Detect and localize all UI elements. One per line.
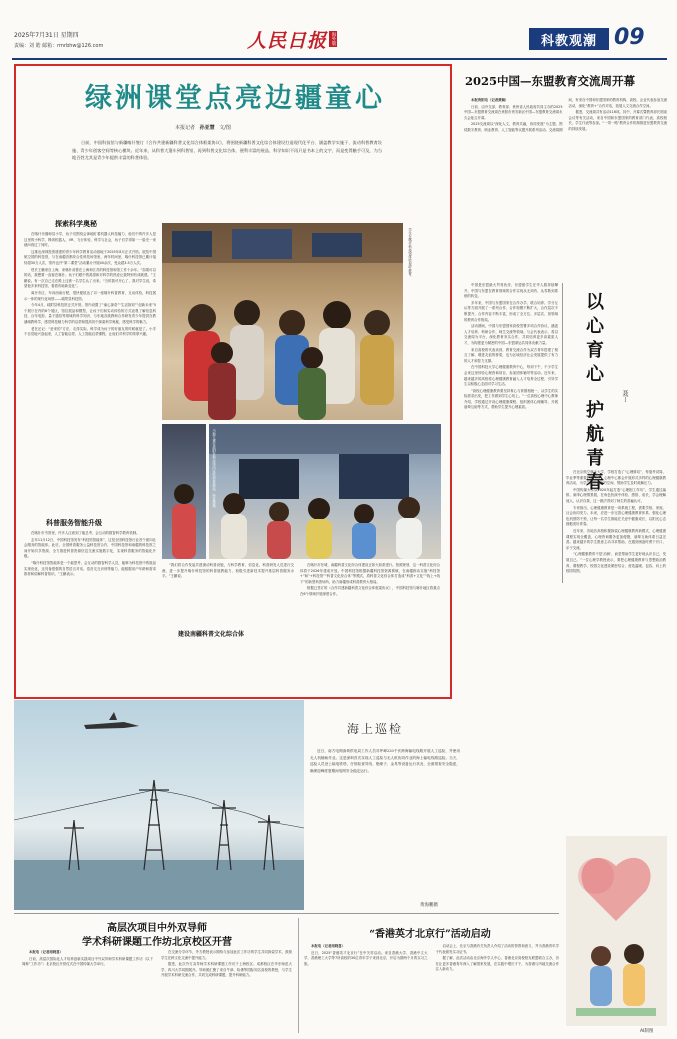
- paragraph: “我们将合作发起共建流动科普设施，与科学教育、信息化、科普研发人员进行交流，进一步提升喀什科技馆的科普展教能力，积极引进新技术提升基层科普服务水平。”王鹏说。: [162, 563, 294, 579]
- header-rule: [12, 58, 667, 60]
- commentary-rule: [562, 283, 563, 583]
- section-name: 科教观潮: [540, 33, 597, 49]
- paragraph: 在喀什市伽师县小学，孩子们围绕会神地盯着机器人科技幅力，他们中的许多人是这里的小科学，释到机器人、VR、飞行体验、科学与社会，孩子们学得如一一脸充一来就问再过了何时。: [24, 232, 156, 248]
- asean-continued: [464, 283, 558, 693]
- header-editors: 责编：刘 皓 邮箱：rmrbhw@126.com: [14, 43, 104, 49]
- bottom-left-byline-text: 本报电（记者周晓喜）: [29, 950, 63, 954]
- paragraph: 在喀什市书馆里，许多人注意到了能总考，会互动的数智科学教育机制。: [31, 531, 140, 535]
- section-3-heading: 建设南疆科普文化综合体: [178, 631, 245, 638]
- bottom-right-byline: [304, 944, 428, 950]
- paragraph: “喀什科技馆智能体是一个能思考、会互动的数智科学人员，能够为科技馆中的展品实现优化，还具备很强的自然语言对话、语音交互识别等能力，能根据用户年龄和需求推荐和讲解科普知识。”王鹏表示。: [24, 560, 156, 577]
- paragraph: 这推出深圳投资援建的青少年科学教育活动基地于2025年8月正式开馆。展览中国航空国的科技馆，与在南疆首都综合性科技场馆里，两年时间里，喀什科技馆已累计接待超30万人次，馆内也开“第二课堂”活动累计开展40余次，受众超3.5万人次。: [24, 249, 156, 265]
- page-number: 09: [614, 25, 645, 50]
- photo-1-scene: [162, 223, 403, 420]
- photo-3-scene: [162, 424, 206, 559]
- paragraph: 在交流分享环节，外方教授表示期待与参加此次工作坊的学生共同探索学术，鼓励学生在跨文化交流中提升能力。: [161, 950, 292, 960]
- paragraph: 活动期间，中国与东盟国家高校签署多项合作协议，涵盖人才培养、科研合作、师生交流等领域。与会代表表示，将以交流周为平台，深化教育务实合作，共同培养更多高素质人才，为构建更为紧密的中国—东盟命运共同体贡献力量。: [464, 324, 558, 345]
- paragraph: 日前，高层次国际化人才培养创新实践项目中外双导师学术科研课题工作坊（以下简称“工作坊”）北京校区开营仪式在中国传媒大学举行。: [22, 956, 153, 967]
- paragraph: 老在还记：“爱来的”方法，走得实际，科学成为孩子的好朋友的时候就是了。小手不自觉地兴奋起来，人工智能启蒙、人工智能启蒙课程，让他们对科学的浓厚兴趣。: [24, 326, 156, 337]
- paragraph: 在喀什市东城，南疆科普文化综合体建设正如火如荼进行。按照规划，这一科普文化综合体将于2026年建成开放。中国科技馆根据新疆科技馆资源禀赋，在南疆推动实施“科技馆+”和“+科技馆”“科普文化综合体”等模式，将科普文化综合体打造成“科普+文化”“线上+线下”的新型科普场所，助力南疆形成科普教育大格局。: [300, 563, 440, 584]
- commentary-author: 聂丁: [621, 390, 628, 402]
- paragraph: 今年4月，疏附县科技馆正式开馆。馆内设置了“童心探奇”“生活探知”“创新未来”5个展厅在内的6个展区，馆拉展品和模型，让孩子们和实动体验的方式直观了解信息科技、百年电影、量子通信等领域的科学知识，与东地各族教师合作研发青少年提供在教涵城教科学，感觉科技魅力科学的启蒙和提高初中探索科学奥秘，感受科学的魅力。: [24, 303, 156, 324]
- paragraph: 2025交流周以“深化人文、教育共融，协同发展”为主题，围绕数字教育、职业教育、人工智能等议题开展系列活动。交流周期间，有来自中国和东盟国家的教育机构、高校、企业代表参加交流活动，深化“教育+”合作对话，拓展人文交流合作空间。: [464, 98, 667, 132]
- commentary-title: 以心育心 护航青春: [583, 292, 604, 497]
- poem-body: 近日，南方电网深圳供电局工作人员对坪岬220千伏跨海输电线路开展人工巡检，并使用无人机辅助作业。这是深圳首次实现人工巡检与无人机协同作业的海上输电线路巡检。当天，巡检人员登上输电铁塔，仔细检查导线、绝缘子、金具等设备运行状况，全面排查安全隐患，确保迎峰度夏期间电网安全稳定运行。: [310, 749, 460, 773]
- photo-children-exhibit: [209, 424, 441, 559]
- illustration-credit: AI制图: [640, 1029, 654, 1034]
- asean-byline-text: 本报贵阳电（记者黄娴）: [471, 98, 509, 102]
- paragraph: 据悉，交流周共有活动116项。其中，开幕式暨教育部长圆桌会议等有关活动，来自中国和东盟国家的教育部门代表、高校校长、学生代表等参加。“一带一路”教育合作机制推进东盟教育交流的持续发展。: [568, 110, 667, 131]
- section-2-continued: [162, 563, 294, 693]
- paragraph: 来自高校的代表谈到，教育交流合作为双方青年搭建了相互了解、增进友谊的桥梁，也为区域经济社会发展提供了有力的人才和智力支撑。: [464, 347, 558, 363]
- photo-side-exhibit: [162, 424, 206, 559]
- asean-title: 2025中国—东盟教育交流周开幕: [465, 74, 636, 88]
- byline-name: 孙亚慧: [199, 125, 215, 131]
- photo-students-museum: [162, 223, 403, 420]
- photo-1-caption: 学生在喀什科技馆体验视听教育。: [407, 228, 412, 279]
- paragraph: “心理健康教育不是‘治病’，而是帮助学生更好地认识自己、发展自己。”一位心理学教授表示，要把心理健康教育与思想政治教育、课程教学、校园文化建设紧密结合，营造温暖、包容、向上的校园氛围。: [566, 552, 666, 574]
- paragraph: “高校心理健康教育要坚持育心与育德相统一，从学生的实际需求出发，把工作做到学生心坎上。”一位高校心理中心教师介绍，学校通过开设心理健康课程、组织团体心理辅导、开展朋辈互助等方式，帮助学生提升心理素质。: [464, 388, 558, 410]
- photo-2-caption: 当地儿童在疏附县科技馆内体验科普展品。孙亚慧摄: [211, 429, 216, 508]
- paragraph: 多年来，中国与东盟国家在合作办学、联合培养、学分互认等方面开展了一系列合作，合作规模不断扩大，合作层次不断提升，合作内容不断丰富，形成了全方位、多层次、宽领域的教育合作格局。: [464, 300, 558, 322]
- paragraph: 离开市区，车向西南行驶，很快便抵达了另一座喀什科普教育，互动体验，科技展示一体的现代化场馆——疏附县科技馆。: [24, 290, 156, 301]
- photo-power-tower-sea: [14, 700, 304, 910]
- asean-body: [464, 98, 667, 278]
- paragraph: 近日，2025“香港英才北京行”在中关村启动。来自香港大学、香港中文大学、香港理工大学等7所高校的30位青年学子来到北京，开启为期两个月的实习之旅。: [304, 950, 428, 966]
- section-1-body: [24, 232, 156, 517]
- paragraph: 据了解，此次活动由北京海外学人中心、香港北京高校校友联盟联合主办，旨在让更多香港青年深入了解国家发展，在实践中增长才干，为香港与内地交流合作注入新动力。: [435, 956, 559, 972]
- asean-byline: [464, 98, 563, 104]
- illustration-ai: [566, 836, 667, 1026]
- section-1-heading: 探索科学奥秘: [55, 220, 97, 228]
- masthead-subtitle: 海外版: [331, 32, 337, 46]
- main-story-byline: [175, 124, 231, 131]
- page-header: [0, 0, 677, 60]
- section-3-body: [300, 563, 440, 693]
- bottom-left-title-1: 高层次项目中外双导师: [107, 923, 207, 934]
- paragraph: 去年11月12日，中国科技馆发布“科技馆智能体”，这是全国科技馆行业首个面向社会服务的智能体。此后，全国科普服务公益科技馆合作，中国科技馆和南疆的科技馆之间开始共享资源，全力推进科普资源信息交流实施数字化，实现科普服务的智能化升级。: [24, 537, 156, 559]
- bottom-left-title-2: 学术科研课题工作坊北京校区开营: [82, 937, 232, 948]
- bottom-left-body: [22, 950, 292, 1034]
- poem-credit: 黄海鹏摄: [420, 903, 438, 908]
- paragraph: 据悉，此次外方双导师学术科研课题工作坊于上海校区、成都校区在华东师范大学、四川大学同期展开。导师团汇聚了来自牛津、哈佛等国际知名高校的教授，与学生开展学术科研交流合作，共同完成科研课题，提升科研能力。: [161, 962, 292, 978]
- byline-prefix: 本报记者: [175, 125, 196, 131]
- poem-title: 海上巡检: [347, 722, 404, 736]
- photo-4-scene: [14, 700, 304, 910]
- masthead-logo: [247, 27, 337, 51]
- paragraph: 日前，由外交部、教育部、贵州省人民政府共同主办的2025中国—东盟教育交流周在贵阳市贵安新区中国—东盟教育交流周永久会址召开幕。: [464, 104, 563, 120]
- section-divider: [14, 913, 559, 914]
- header-date: 2025年7月31日 星期四: [14, 32, 79, 39]
- paragraph: 中国传媒大学从2020年起打造“心理剧工作坊”，学生通过编排、演绎心理情景剧，在角色扮演中体验、感悟、成长，学会理解他人、认识自我，这一做法得到了师生的普遍认可。: [566, 487, 666, 503]
- section-badge: [529, 28, 609, 50]
- paragraph: 近年来，各地各高校积极探索心理健康教育新模式，心理健康课程实现全覆盖，心理咨询服务更加便捷，朋辈互助体系日益完善。越来越多的学生愿意主动寻求帮助，在遇到困惑时勇于开口、乐于交流。: [566, 528, 666, 550]
- byline-suffix: 文/图: [219, 125, 231, 131]
- masthead-title: 人民日报: [247, 29, 328, 52]
- column-divider: [298, 918, 299, 1033]
- illustration-scene: [566, 836, 667, 1026]
- paragraph: 启动会上，北京与香港有关负责人介绍了活动的背景和意义，并为香港青年学子代表颁发实习证书。: [435, 944, 559, 954]
- bottom-right-title: “香港英才北京行”活动启动: [369, 929, 491, 940]
- paragraph: 中国是东盟最大贸易伙伴，东盟留学生在华人数持续攀升，中国与东盟在教育领域的合作实现从无到有、从零散到系统的转变。: [464, 283, 558, 299]
- bottom-right-body: [304, 944, 559, 1034]
- bottom-right-byline-text: 本报电（记者周晓喜）: [311, 944, 345, 948]
- paragraph: 驻长王鹏来自上海，来喀什前曾在上海和江苏的科技馆和馆工作十余年。“如果可以的话，我想要一直留在喀什。孩子们眼中的渴望和对科学的热爱让我特别有成就感。”王鹏说。有一次自己走在路上还被一名学生认了出来。“当时我可开心了，我对学生说，希望他多来科技馆，看看有啥新变化”。: [24, 267, 156, 289]
- paragraph: 在中国科技大学心理健康教育中心，每到下午，不少学生会来这里体验心理咨询项目、参加团体辅导等活动。近年来，越来越多的高校将心理健康教育融入人才培养全过程，引导学生以积极心态面对学习生活。: [464, 365, 558, 387]
- main-story-lead: 日前，中国科技馆与新疆喀什签订《合作共建新疆科普文化综合体框架协议》，将围绕新疆科普文化综合体建设打造现代化平台、涵盖教学实施于、流动科普教育设施、青少年创客空间等核心模块。近年来，从科普大篷车到科普馆，再到科普文化综合体，便利丰富的展品、科学知识不再只是书本上的文字，而是变得触手可及，为当地百姓尤其是青少年提供丰富的科普体验。: [72, 140, 382, 161]
- main-story-title: 绿洲课堂点亮边疆童心: [85, 83, 385, 114]
- section-2-heading: 科普服务智能升级: [46, 519, 102, 527]
- commentary-body: [566, 470, 666, 832]
- paragraph: 根据已签订的《合作共建新疆科普文化综合体框架协议》，中国科技馆与喀什地区将重点在6个领域开展深度合作。: [300, 586, 440, 596]
- paragraph: 在北京航空航天大学，学校打造了“心理驿站”，每逢考试周、毕业季等重要时间节点，心理中心都会开展形式多样的心理健康教育活动，为学生提供倾诉的空间，帮助学生及时疏解压力。: [566, 470, 666, 486]
- section-2-body: [24, 531, 156, 691]
- paragraph: 专家指出，心理健康教育是一项系统工程，需要学校、家庭、社会协同发力。未来，应进一步完善心理健康教育体系，强化心理危机预防干预，让每一名学生都能在关爱中健康成长，以阳光心态拥抱美好青春。: [566, 505, 666, 527]
- photo-2-scene: [209, 424, 441, 559]
- bottom-left-byline: [22, 950, 153, 956]
